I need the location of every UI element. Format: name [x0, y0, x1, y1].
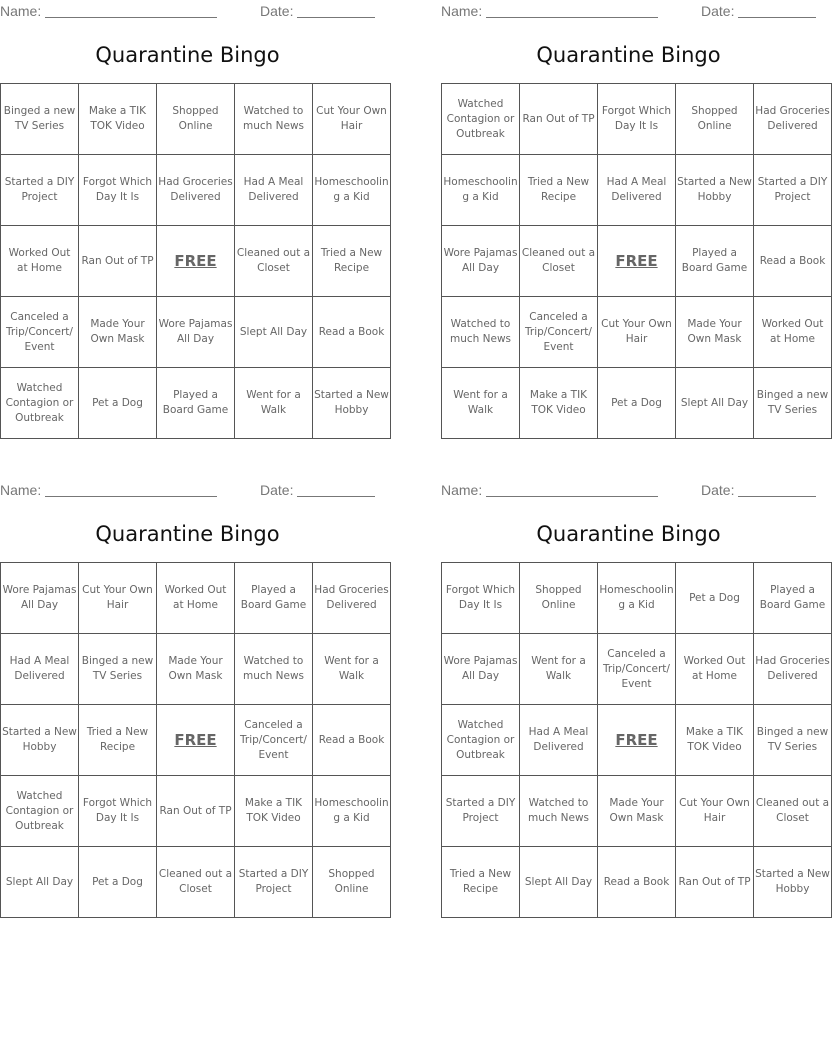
bingo-cell: Homeschoolin g a Kid	[313, 776, 391, 847]
bingo-cell: Had A Meal Delivered	[235, 155, 313, 226]
date-blank-line	[297, 17, 375, 18]
bingo-cell: Slept All Day	[1, 847, 79, 918]
bingo-row	[1, 634, 391, 705]
bingo-cell: Ran Out of TP	[520, 84, 598, 155]
bingo-row	[442, 634, 832, 705]
date-blank-line	[297, 496, 375, 497]
free-space-cell: FREE	[157, 705, 235, 776]
bingo-cell: Shopped Online	[313, 847, 391, 918]
bingo-row	[1, 776, 391, 847]
bingo-row	[442, 297, 832, 368]
bingo-cell: Read a Book	[313, 705, 391, 776]
bingo-cell: Cut Your Own Hair	[79, 563, 157, 634]
bingo-cell: Watched Contagion or Outbreak	[442, 705, 520, 776]
card-title: Quarantine Bingo	[536, 43, 721, 67]
free-space-cell: FREE	[598, 226, 676, 297]
bingo-cell: Canceled a Trip/Concert/ Event	[520, 297, 598, 368]
bingo-cell: Slept All Day	[520, 847, 598, 918]
bingo-cell: Forgot Which Day It Is	[598, 84, 676, 155]
bingo-cell: Went for a Walk	[235, 368, 313, 439]
bingo-row	[1, 368, 391, 439]
bingo-cell: Ran Out of TP	[676, 847, 754, 918]
bingo-row	[442, 368, 832, 439]
bingo-row	[442, 563, 832, 634]
bingo-row	[1, 226, 391, 297]
bingo-cell: Binged a new TV Series	[1, 84, 79, 155]
bingo-cell: Made Your Own Mask	[79, 297, 157, 368]
date-blank-line	[738, 496, 816, 497]
free-space-cell: FREE	[598, 705, 676, 776]
bingo-cell: Had A Meal Delivered	[520, 705, 598, 776]
bingo-cell: Homeschoolin g a Kid	[598, 563, 676, 634]
bingo-cell: Read a Book	[313, 297, 391, 368]
bingo-cell: Started a DIY Project	[442, 776, 520, 847]
bingo-card-3	[0, 479, 389, 914]
name-blank-line	[45, 496, 217, 497]
date-blank-line	[738, 17, 816, 18]
bingo-cell: Pet a Dog	[79, 847, 157, 918]
bingo-cell: Started a New Hobby	[676, 155, 754, 226]
bingo-cell: Canceled a Trip/Concert/ Event	[1, 297, 79, 368]
bingo-row	[1, 297, 391, 368]
bingo-cell: Had Groceries Delivered	[157, 155, 235, 226]
bingo-cell: Slept All Day	[235, 297, 313, 368]
bingo-cell: Make a TIK TOK Video	[235, 776, 313, 847]
bingo-cell: Ran Out of TP	[157, 776, 235, 847]
name-blank-line	[486, 496, 658, 497]
bingo-card-4	[441, 479, 830, 914]
card-header	[441, 1, 816, 19]
name-label: Name:	[0, 482, 42, 498]
bingo-grid	[0, 562, 391, 918]
bingo-cell: Cleaned out a Closet	[520, 226, 598, 297]
bingo-cell: Played a Board Game	[754, 563, 832, 634]
card-title: Quarantine Bingo	[95, 522, 280, 546]
name-blank-line	[45, 17, 217, 18]
bingo-cell: Wore Pajamas All Day	[157, 297, 235, 368]
bingo-cell: Pet a Dog	[598, 368, 676, 439]
bingo-cell: Pet a Dog	[79, 368, 157, 439]
bingo-cell: Started a DIY Project	[1, 155, 79, 226]
bingo-cell: Wore Pajamas All Day	[442, 226, 520, 297]
bingo-grid	[441, 562, 832, 918]
bingo-cell: Watched to much News	[235, 84, 313, 155]
bingo-row	[1, 84, 391, 155]
bingo-cell: Worked Out at Home	[754, 297, 832, 368]
bingo-row	[442, 226, 832, 297]
bingo-cell: Wore Pajamas All Day	[442, 634, 520, 705]
bingo-cell: Binged a new TV Series	[754, 368, 832, 439]
bingo-row	[442, 155, 832, 226]
bingo-cell: Tried a New Recipe	[442, 847, 520, 918]
card-header	[0, 480, 375, 498]
bingo-cell: Binged a new TV Series	[754, 705, 832, 776]
bingo-cell: Forgot Which Day It Is	[79, 155, 157, 226]
bingo-row	[442, 705, 832, 776]
card-header	[441, 480, 816, 498]
bingo-cell: Made Your Own Mask	[676, 297, 754, 368]
bingo-cell: Started a New Hobby	[313, 368, 391, 439]
bingo-cell: Make a TIK TOK Video	[676, 705, 754, 776]
bingo-cell: Had Groceries Delivered	[754, 84, 832, 155]
card-title: Quarantine Bingo	[95, 43, 280, 67]
name-label: Name:	[441, 482, 483, 498]
bingo-cell: Tried a New Recipe	[520, 155, 598, 226]
bingo-cell: Went for a Walk	[313, 634, 391, 705]
bingo-cell: Pet a Dog	[676, 563, 754, 634]
bingo-cell: Had A Meal Delivered	[1, 634, 79, 705]
card-title: Quarantine Bingo	[536, 522, 721, 546]
name-label: Name:	[0, 3, 42, 19]
bingo-cell: Started a New Hobby	[1, 705, 79, 776]
bingo-cell: Played a Board Game	[676, 226, 754, 297]
bingo-cell: Made Your Own Mask	[157, 634, 235, 705]
bingo-cell: Shopped Online	[157, 84, 235, 155]
date-label: Date:	[701, 482, 735, 498]
bingo-cell: Shopped Online	[520, 563, 598, 634]
bingo-cell: Had A Meal Delivered	[598, 155, 676, 226]
bingo-row	[442, 776, 832, 847]
bingo-cell: Make a TIK TOK Video	[79, 84, 157, 155]
bingo-cell: Watched Contagion or Outbreak	[1, 368, 79, 439]
bingo-cell: Forgot Which Day It Is	[79, 776, 157, 847]
bingo-card-2	[441, 0, 830, 435]
bingo-cell: Started a DIY Project	[235, 847, 313, 918]
bingo-row	[1, 155, 391, 226]
bingo-cell: Binged a new TV Series	[79, 634, 157, 705]
bingo-cell: Make a TIK TOK Video	[520, 368, 598, 439]
bingo-cell: Cleaned out a Closet	[157, 847, 235, 918]
bingo-cell: Worked Out at Home	[1, 226, 79, 297]
bingo-cell: Cut Your Own Hair	[313, 84, 391, 155]
bingo-row	[1, 847, 391, 918]
bingo-cell: Cut Your Own Hair	[676, 776, 754, 847]
bingo-row	[442, 847, 832, 918]
card-header	[0, 1, 375, 19]
bingo-cell: Read a Book	[598, 847, 676, 918]
bingo-cell: Tried a New Recipe	[79, 705, 157, 776]
name-blank-line	[486, 17, 658, 18]
name-label: Name:	[441, 3, 483, 19]
free-space-cell: FREE	[157, 226, 235, 297]
date-label: Date:	[701, 3, 735, 19]
bingo-cell: Played a Board Game	[235, 563, 313, 634]
bingo-cell: Made Your Own Mask	[598, 776, 676, 847]
bingo-cell: Read a Book	[754, 226, 832, 297]
bingo-cell: Ran Out of TP	[79, 226, 157, 297]
bingo-cell: Cleaned out a Closet	[754, 776, 832, 847]
bingo-cell: Went for a Walk	[442, 368, 520, 439]
bingo-row	[1, 563, 391, 634]
bingo-cell: Worked Out at Home	[157, 563, 235, 634]
bingo-cell: Played a Board Game	[157, 368, 235, 439]
bingo-cell: Cleaned out a Closet	[235, 226, 313, 297]
bingo-cell: Canceled a Trip/Concert/ Event	[598, 634, 676, 705]
bingo-cell: Cut Your Own Hair	[598, 297, 676, 368]
bingo-cell: Had Groceries Delivered	[313, 563, 391, 634]
bingo-cell: Tried a New Recipe	[313, 226, 391, 297]
bingo-cell: Had Groceries Delivered	[754, 634, 832, 705]
bingo-card-1	[0, 0, 389, 435]
bingo-cell: Forgot Which Day It Is	[442, 563, 520, 634]
bingo-cell: Shopped Online	[676, 84, 754, 155]
bingo-cell: Went for a Walk	[520, 634, 598, 705]
bingo-cell: Watched Contagion or Outbreak	[442, 84, 520, 155]
bingo-cell: Started a New Hobby	[754, 847, 832, 918]
bingo-cell: Watched Contagion or Outbreak	[1, 776, 79, 847]
bingo-grid	[441, 83, 832, 439]
bingo-cell: Slept All Day	[676, 368, 754, 439]
bingo-cell: Watched to much News	[235, 634, 313, 705]
bingo-row	[442, 84, 832, 155]
bingo-grid	[0, 83, 391, 439]
bingo-cell: Watched to much News	[442, 297, 520, 368]
bingo-row	[1, 705, 391, 776]
bingo-cell: Worked Out at Home	[676, 634, 754, 705]
bingo-cell: Canceled a Trip/Concert/ Event	[235, 705, 313, 776]
bingo-cell: Homeschoolin g a Kid	[442, 155, 520, 226]
bingo-cell: Wore Pajamas All Day	[1, 563, 79, 634]
date-label: Date:	[260, 3, 294, 19]
date-label: Date:	[260, 482, 294, 498]
bingo-cell: Started a DIY Project	[754, 155, 832, 226]
bingo-cell: Watched to much News	[520, 776, 598, 847]
bingo-cell: Homeschoolin g a Kid	[313, 155, 391, 226]
